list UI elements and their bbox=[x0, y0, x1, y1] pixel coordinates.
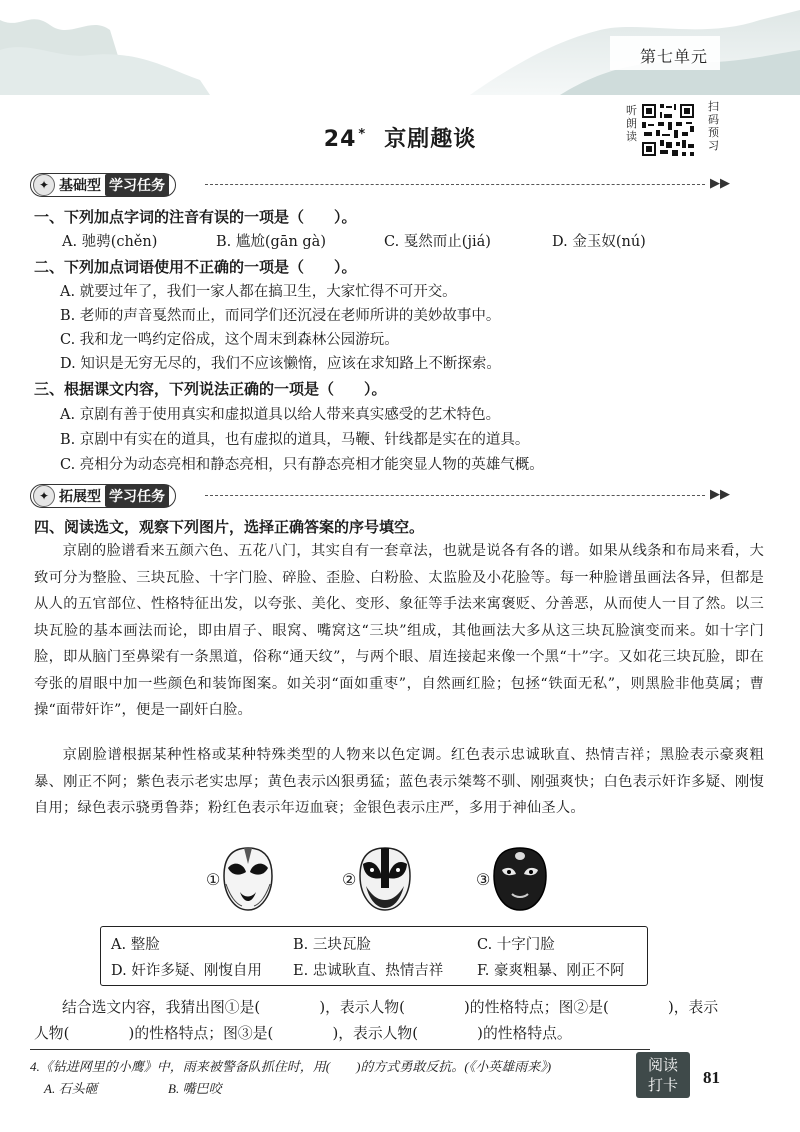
section-extended-label: 拓展型 bbox=[59, 489, 101, 505]
answer-option-b: B. 三块瓦脸 bbox=[293, 937, 371, 953]
q1-option-d: D. 金玉奴(nú) bbox=[552, 234, 646, 250]
q3-option-a: A. 京剧有善于使用真实和虚拟道具以给人带来真实感受的艺术特色。 bbox=[60, 407, 501, 423]
reading-checkin-badge bbox=[636, 1052, 690, 1098]
q2-option-a: A. 就要过年了，我们一家人都在搞卫生，大家忙得不可开交。 bbox=[60, 284, 457, 300]
section-basic-pill bbox=[30, 173, 176, 197]
reading-paragraph-2: 京剧脸谱根据某种性格或某种特殊类型的人物来以色定调。红色表示忠诚耿直、热情吉祥；黑脸表示豪爽粗暴、刚正不阿；紫色表示老实忠厚；黄色表示凶狠勇猛；蓝色表示桀骜不驯、刚强爽快；白色表示奸诈多疑、刚愎自用；绿色表示骁勇鲁莽；粉红色表示年迈血衰；金银色表示庄严，多用于神仙圣人。 bbox=[34, 747, 764, 816]
answer-option-a: A. 整脸 bbox=[111, 937, 160, 953]
reading-checkin-line2: 打卡 bbox=[647, 1076, 678, 1094]
question-4-stem: 四、阅读选文，观察下列图片，选择正确答案的序号填空。 bbox=[34, 518, 425, 536]
cross-face-mask-icon bbox=[358, 846, 412, 912]
double-arrow-icon: ▶▶ bbox=[710, 487, 730, 502]
page-number: 81 bbox=[703, 1068, 720, 1087]
footer-divider bbox=[30, 1049, 650, 1050]
section-divider bbox=[205, 184, 705, 185]
lightbulb-icon: ✦ bbox=[33, 174, 55, 196]
section-extended-pill bbox=[30, 484, 176, 508]
q1-option-b: B. 尴尬(gān gà) bbox=[216, 234, 326, 250]
q1-option-a: A. 驰骋(chěn) bbox=[62, 234, 158, 250]
qr-left-label: 听朗读 bbox=[626, 104, 637, 143]
qr-right-label: 扫码预习 bbox=[708, 100, 719, 152]
footer-option-a: A. 石头砸 bbox=[44, 1081, 98, 1096]
black-face-mask-icon bbox=[492, 846, 548, 912]
q3-option-b: B. 京剧中有实在的道具，也有虚拟的道具，马鞭、针线都是实在的道具。 bbox=[60, 432, 530, 448]
reading-checkin-line1: 阅读 bbox=[647, 1056, 678, 1074]
q1-option-c: C. 戛然而止(jiá) bbox=[384, 234, 491, 250]
section-divider bbox=[205, 495, 705, 496]
footer-question: 4.《钻进网里的小鹰》中，雨来被警备队抓住时，用( )的方式勇敢反抗。(《小英雄雨来》) bbox=[30, 1059, 552, 1074]
q3-option-c: C. 亮相分为动态亮相和静态亮相，只有静态亮相才能突显人物的英雄气概。 bbox=[60, 457, 544, 473]
section-extended-tag: 学习任务 bbox=[105, 485, 169, 507]
question-2-stem: 二、下列加点词语使用不正确的一项是（ ）。 bbox=[34, 258, 357, 276]
qr-code-block[interactable] bbox=[626, 100, 722, 160]
footer-option-b: B. 嘴巴咬 bbox=[168, 1081, 222, 1096]
answer-option-f: F. 豪爽粗暴、刚正不阿 bbox=[477, 963, 625, 979]
lightbulb-icon: ✦ bbox=[33, 485, 55, 507]
answer-options-box bbox=[100, 926, 648, 986]
answer-option-e: E. 忠诚耿直、热情吉祥 bbox=[293, 963, 444, 979]
reading-paragraph-1: 京剧的脸谱看来五颜六色、五花八门，其实自有一套章法，也就是说各有各的谱。如果从线条和布局来看，大致可分为整脸、三块瓦脸、十字门脸、碎脸、歪脸、白粉脸、太监脸及小花脸等。每一种脸谱虽画法各异，但都是从人的五官部位、性格特征出发，以夸张、美化、变形、象征等手法来寓褒贬、分善恶，从而使人一目了然。以三块瓦脸的基本画法而论，即由眉子、眼窝、嘴窝这“三块”组成，其他画法大多从这三块瓦脸演变而来。如十字门脸，即从脑门至鼻梁有一条黑道，俗称“通天纹”，与两个眼、眉连接起来像一个黑“十”字。又如花三块瓦脸，即在夸张的眉眼中加一些颜色和装饰图案。如关羽“面如重枣”，自然画红脸；包拯“铁面无私”，则黑脸非他莫属；曹操“面带奸诈”，便是一副奸白脸。 bbox=[34, 543, 764, 718]
section-basic-label: 基础型 bbox=[59, 178, 101, 194]
mask-2: ② bbox=[342, 846, 412, 912]
lesson-title-text: 京剧趣谈 bbox=[384, 127, 477, 152]
unit-label: 第七单元 bbox=[640, 47, 709, 66]
q2-option-b: B. 老师的声音戛然而止，而同学们还沉浸在老师所讲的美妙故事中。 bbox=[60, 308, 501, 324]
answer-option-d: D. 奸诈多疑、刚愎自用 bbox=[111, 963, 262, 979]
mask-3: ③ bbox=[476, 846, 548, 912]
answer-option-c: C. 十字门脸 bbox=[477, 937, 555, 953]
white-face-mask-icon bbox=[222, 846, 274, 912]
lesson-number: 24 * bbox=[323, 126, 367, 152]
fill-blank-line-1[interactable]: 结合选文内容，我猜出图①是( )，表示人物( )的性格特点；图②是( )，表示 bbox=[62, 999, 719, 1016]
q2-option-c: C. 我和龙一鸣约定俗成，这个周末到森林公园游玩。 bbox=[60, 332, 399, 348]
opera-mask-row bbox=[0, 846, 800, 916]
qr-code-icon[interactable] bbox=[640, 102, 696, 158]
question-1-stem: 一、下列加点字词的注音有误的一项是（ ）。 bbox=[34, 208, 357, 226]
section-basic-bar bbox=[30, 173, 730, 197]
section-extended-bar bbox=[30, 484, 730, 508]
fill-blank-line-2[interactable]: 人物( )的性格特点；图③是( )，表示人物( )的性格特点。 bbox=[34, 1025, 572, 1042]
mask-1: ① bbox=[206, 846, 274, 912]
section-basic-tag: 学习任务 bbox=[105, 174, 169, 196]
q2-option-d: D. 知识是无穷无尽的，我们不应该懒惰，应该在求知路上不断探索。 bbox=[60, 356, 501, 372]
double-arrow-icon: ▶▶ bbox=[710, 176, 730, 191]
question-3-stem: 三、根据课文内容，下列说法正确的一项是（ ）。 bbox=[34, 380, 387, 398]
